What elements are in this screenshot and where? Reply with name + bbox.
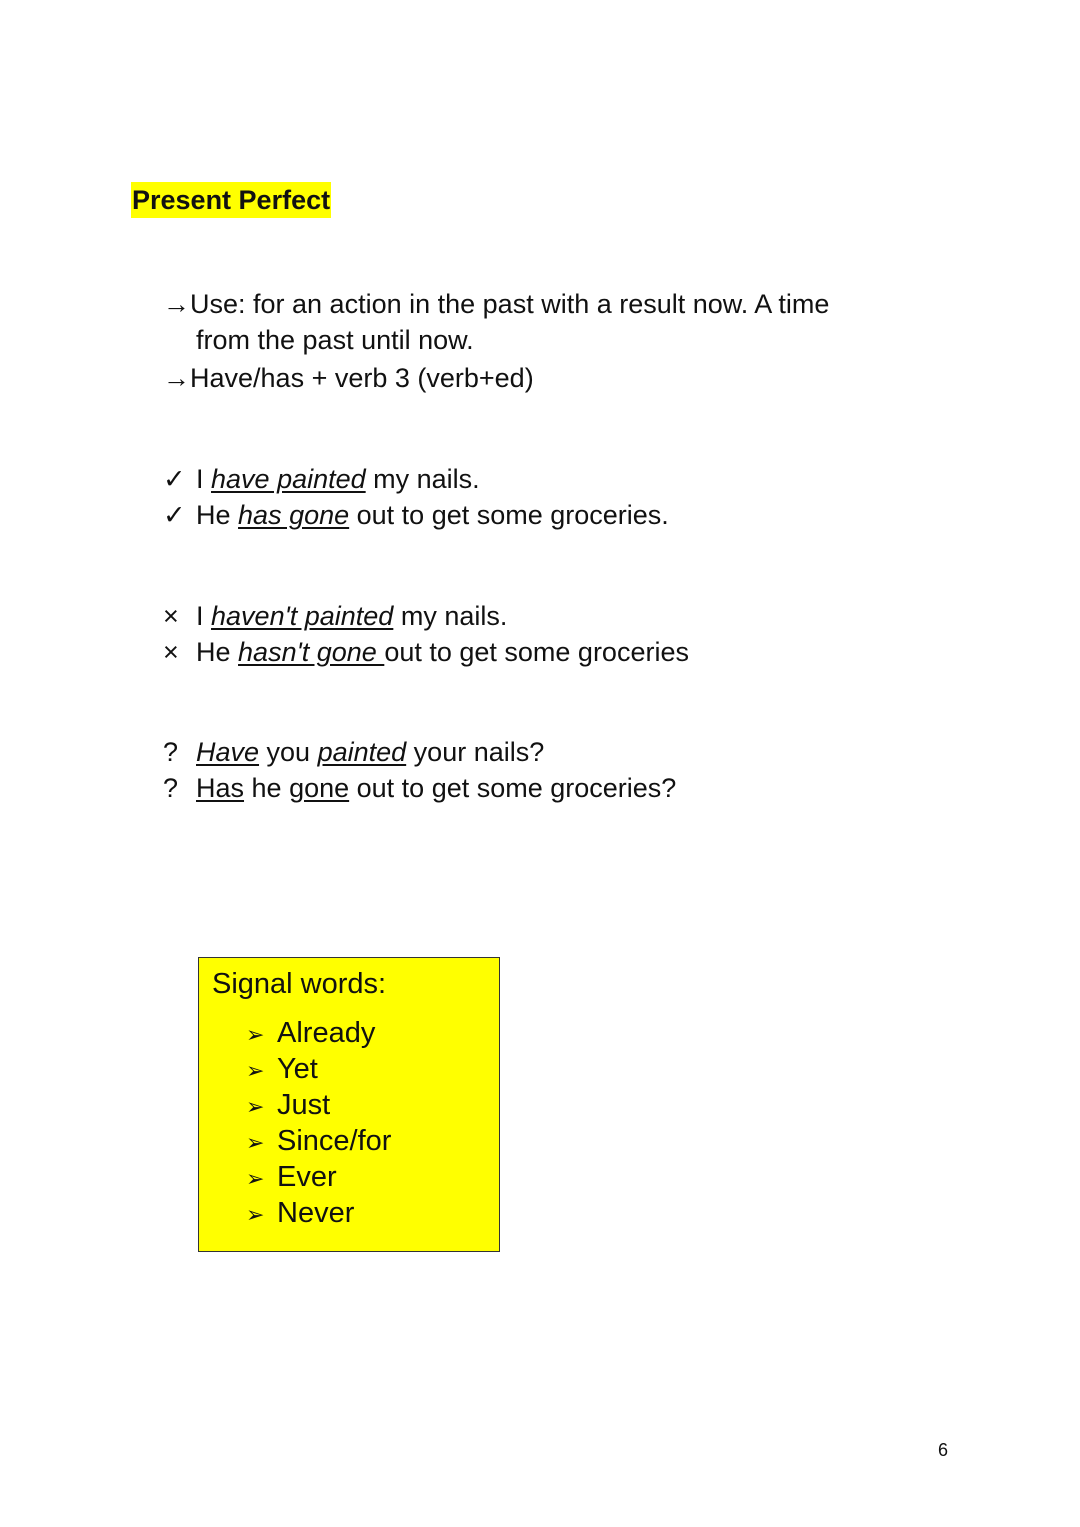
cross-icon: × bbox=[163, 601, 179, 631]
verb-phrase: has gone bbox=[238, 500, 350, 530]
sentence-part: my nails. bbox=[365, 464, 480, 494]
page-title: Present Perfect bbox=[131, 182, 331, 218]
checkmark-icon: ✓ bbox=[163, 500, 186, 530]
list-item bbox=[246, 1051, 391, 1087]
list-item bbox=[246, 1123, 391, 1159]
negative-sentence bbox=[163, 598, 507, 634]
verb-phrase: gone bbox=[289, 773, 350, 803]
signal-word: Since/for bbox=[277, 1125, 392, 1157]
verb-phrase: hasn't gone bbox=[238, 637, 385, 667]
arrowhead-bullet-icon: ➢ bbox=[246, 1130, 265, 1155]
list-item bbox=[246, 1195, 391, 1231]
sentence-part: out to get some groceries. bbox=[349, 500, 669, 530]
signal-word: Just bbox=[277, 1089, 331, 1121]
signal-word: Yet bbox=[277, 1053, 318, 1085]
arrowhead-bullet-icon: ➢ bbox=[246, 1166, 265, 1191]
sentence-part: your nails? bbox=[406, 737, 545, 767]
question-sentence bbox=[163, 734, 544, 770]
signal-word: Ever bbox=[277, 1161, 337, 1193]
sentence-part: he bbox=[244, 773, 290, 803]
sentence-part: out to get some groceries bbox=[384, 637, 689, 667]
verb-phrase: have painted bbox=[211, 464, 366, 494]
auxiliary-verb: Have bbox=[196, 737, 260, 767]
form-rule bbox=[163, 360, 534, 396]
verb-phrase: painted bbox=[317, 737, 407, 767]
signal-words-list bbox=[246, 1015, 391, 1231]
sentence-part: my nails. bbox=[393, 601, 508, 631]
use-rule bbox=[163, 286, 829, 322]
sentence-part: you bbox=[259, 737, 318, 767]
form-rule-text: Have/has + verb 3 (verb+ed) bbox=[190, 363, 534, 393]
question-mark-icon: ? bbox=[163, 773, 179, 803]
arrow-icon: → bbox=[163, 289, 190, 319]
signal-word: Never bbox=[277, 1197, 355, 1229]
arrowhead-bullet-icon: ➢ bbox=[246, 1058, 265, 1083]
positive-sentence bbox=[163, 461, 480, 497]
sentence-part: He bbox=[196, 637, 239, 667]
signal-words-box bbox=[198, 957, 500, 1252]
sentence-part: out to get some groceries? bbox=[349, 773, 677, 803]
question-mark-icon: ? bbox=[163, 737, 179, 767]
cross-icon: × bbox=[163, 637, 179, 667]
sentence-part: He bbox=[196, 500, 239, 530]
arrowhead-bullet-icon: ➢ bbox=[246, 1202, 265, 1227]
verb-phrase: haven't painted bbox=[211, 601, 394, 631]
use-rule-continued: from the past until now. bbox=[196, 325, 474, 355]
negative-sentence bbox=[163, 634, 689, 670]
arrowhead-bullet-icon: ➢ bbox=[246, 1022, 265, 1047]
page-number: 6 bbox=[938, 1440, 949, 1460]
positive-sentence bbox=[163, 497, 669, 533]
signal-word: Already bbox=[277, 1017, 376, 1049]
use-rule-text: Use: for an action in the past with a result now. A time bbox=[190, 289, 830, 319]
list-item bbox=[246, 1159, 391, 1195]
auxiliary-verb: Has bbox=[196, 773, 245, 803]
sentence-part: I bbox=[196, 464, 212, 494]
checkmark-icon: ✓ bbox=[163, 464, 186, 494]
list-item bbox=[246, 1015, 391, 1051]
question-sentence bbox=[163, 770, 676, 806]
signal-words-title: Signal words: bbox=[212, 968, 387, 1000]
list-item bbox=[246, 1087, 391, 1123]
arrowhead-bullet-icon: ➢ bbox=[246, 1094, 265, 1119]
sentence-part: I bbox=[196, 601, 212, 631]
arrow-icon: → bbox=[163, 363, 190, 393]
